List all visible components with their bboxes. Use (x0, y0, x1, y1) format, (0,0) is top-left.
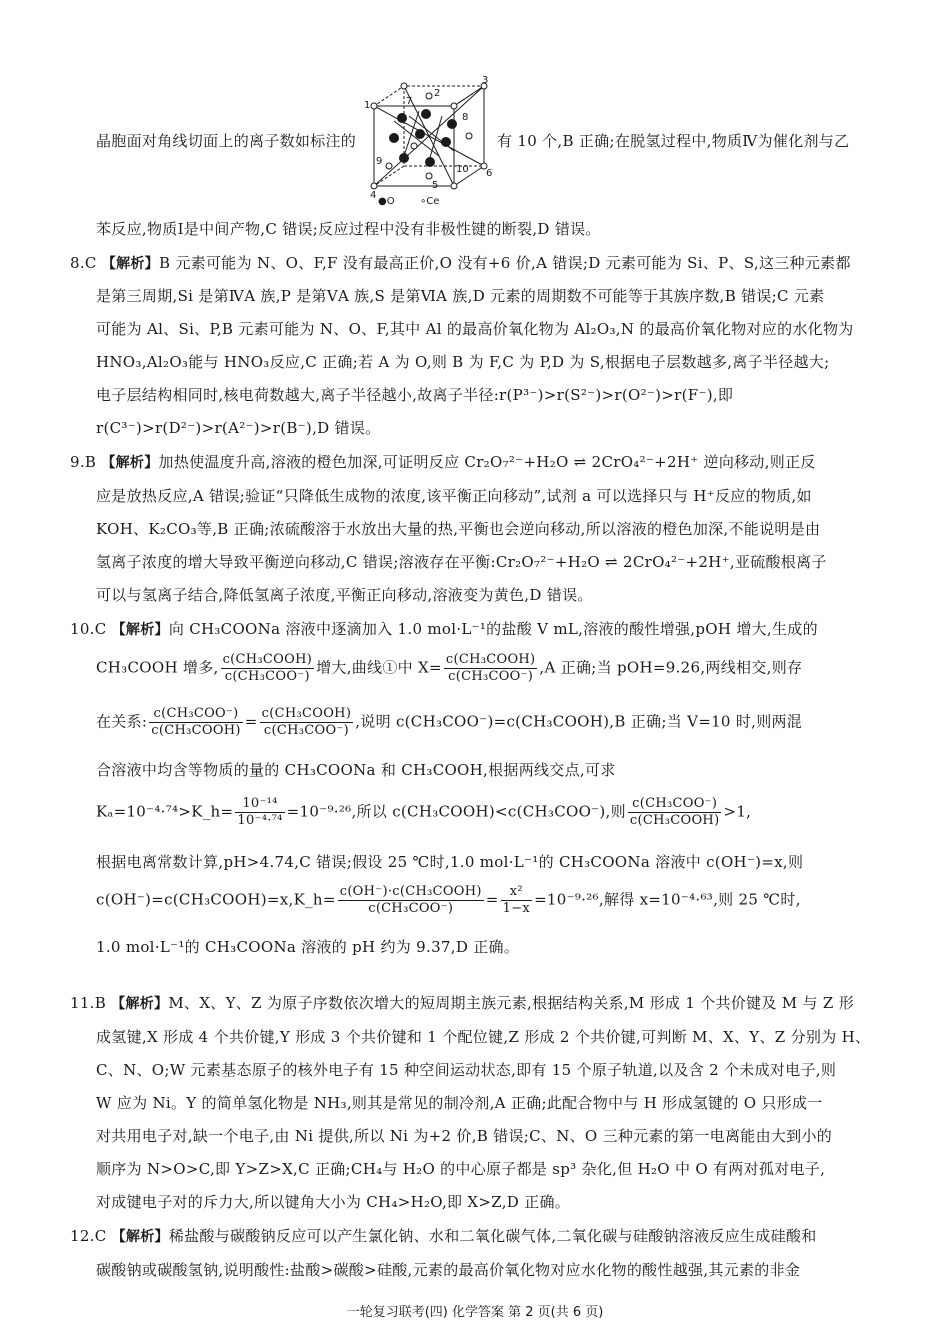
q9-line: 9.B 【解析】加热使温度升高,溶液的橙色加深,可证明反应 Cr₂O₇²⁻+H₂O ⇌ 2CrO₄²⁻+2H⁺ 逆向移动,则正反 (70, 453, 816, 471)
q10-fraction-line: CH₃COOH 增多, $\frac{\text{c(CH₃COOH)}}{\text{c(CH₃COO⁻)}}$ 增大,曲线①中 X= $\frac{\text{c(CH₃COOH)}}{\text{c(CH₃COO⁻)}}$ ,A 正确;当 pOH=9.26,两线相交,则存 (96, 652, 803, 684)
q12-line: 12.C 【解析】稀盐酸与碳酸钠反应可以产生氯化钠、水和二氧化碳气体,二氧化碳与硅酸钠溶液反应生成硅酸和 (70, 1227, 817, 1245)
text-line: 根据电离常数计算,pH>4.74,C 错误;假设 25 ℃时,1.0 mol·L⁻¹的 CH₃COONa 溶液中 c(OH⁻)=x,则 (96, 853, 804, 871)
text-line: 应是放热反应,A 错误;验证“只降低生成物的浓度,该平衡正向移动”,试剂 a 可以选择只与 H⁺反应的物质,如 (96, 487, 812, 505)
text-line: 顺序为 N>O>C,即 Y>Z>X,C 正确;CH₄与 H₂O 的中心原子都是 sp³ 杂化,但 H₂O 中 O 有两对孤对电子, (96, 1160, 826, 1178)
q8-line: 8.C 【解析】B 元素可能为 N、O、F,F 没有最高正价,O 没有+6 价,A 错误;D 元素可能为 Si、P、S,这三种元素都 (70, 254, 851, 272)
fig-label: 7 (406, 96, 413, 107)
fig-label: 6 (486, 168, 493, 179)
fig-label: 9 (376, 156, 383, 167)
fig-legend-o: ●O (378, 196, 395, 206)
q10-line: 10.C 【解析】向 CH₃COONa 溶液中逐滴加入 1.0 mol·L⁻¹的盐酸 V mL,溶液的酸性增强,pOH 增大,生成的 (70, 620, 818, 638)
text-line: 电子层结构相同时,核电荷数越大,离子半径越小,故离子半径:r(P³⁻)>r(S²⁻)>r(O²⁻)>r(F⁻),即 (96, 386, 734, 404)
text-line: 晶胞面对角线切面上的离子数如标注的 (96, 132, 357, 150)
text-line: 对成键电子对的斥力大,所以键角大小为 CH₄>H₂O,即 X>Z,D 正确。 (96, 1193, 571, 1211)
fig-legend-ce: ∘Ce (420, 196, 440, 206)
fig-label: 1 (364, 100, 371, 111)
text-line: 成氢键,X 形成 4 个共价键,Y 形成 3 个共价键和 1 个配位键,Z 形成 2 个共价键,可判断 M、X、Y、Z 分别为 H、 (96, 1028, 871, 1046)
fig-label: 5 (432, 180, 439, 191)
text-line: HNO₃,Al₂O₃能与 HNO₃反应,C 正确;若 A 为 O,则 B 为 F,C 为 P,D 为 S,根据电子层数越多,离子半径越大; (96, 353, 830, 371)
fig-label: 8 (462, 112, 469, 123)
text-line: 碳酸钠或碳酸氢钠,说明酸性:盐酸>碳酸>硅酸,元素的最高价氧化物对应水化物的酸性越强,其元素的非金 (96, 1261, 801, 1279)
page-footer: 一轮复习联考(四) 化学答案 第 2 页(共 6 页) (346, 1305, 604, 1320)
q10-fraction-line: c(OH⁻)=c(CH₃COOH)=x,K_h= $\frac{\text{c(OH⁻)·c(CH₃COOH)}}{\text{c(CH₃COO⁻)}}$ = $\frac{\text{x²}}{1-x}$ =10⁻⁹·²⁶,解得 x=10⁻⁴·⁶³,则 25 ℃时, (96, 884, 801, 916)
text-line: C、N、O;W 元素基态原子的核外电子有 15 种空间运动状态,即有 15 个原子轨道,以及含 2 个未成对电子,则 (96, 1061, 837, 1079)
text-line: 合溶液中均含等物质的量的 CH₃COONa 和 CH₃COOH,根据两线交点,可求 (96, 761, 616, 779)
fig-label: 4 (370, 190, 377, 201)
text-line: 可能为 Al、Si、P,B 元素可能为 N、O、F,其中 Al 的最高价氧化物为 Al₂O₃,N 的最高价氧化物对应的水化物为 (96, 320, 854, 338)
text-line: 对共用电子对,缺一个电子,由 Ni 提供,所以 Ni 为+2 价,B 错误;C、N、O 三种元素的第一电离能由大到小的 (96, 1127, 833, 1145)
text-line: 氢离子浓度的增大导致平衡逆向移动,C 错误;溶液存在平衡:Cr₂O₇²⁻+H₂O ⇌ 2CrO₄²⁻+2H⁺,亚硫酸根离子 (96, 553, 827, 571)
fig-label: 3 (482, 76, 489, 86)
text-line: 苯反应,物质Ⅰ是中间产物,C 错误;反应过程中没有非极性键的断裂,D 错误。 (96, 220, 601, 238)
q10-fraction-line: Kₐ=10⁻⁴·⁷⁴>K_h= $\frac{\text{10⁻¹⁴}}{\text{10⁻⁴·⁷⁴}}$ =10⁻⁹·²⁶,所以 c(CH₃COOH)<c(CH₃COO⁻),则 $\frac{\text{c(CH₃COO⁻)}}{\text{c(CH₃COOH)}}$ >1, (96, 796, 752, 828)
text-line: 可以与氢离子结合,降低氢离子浓度,平衡正向移动,溶液变为黄色,D 错误。 (96, 586, 593, 604)
text-line: r(C³⁻)>r(D²⁻)>r(A²⁻)>r(B⁻),D 错误。 (96, 419, 381, 437)
text-line: KOH、K₂CO₃等,B 正确;浓硫酸溶于水放出大量的热,平衡也会逆向移动,所以溶液的橙色加深,不能说明是由 (96, 520, 821, 538)
text-line: W 应为 Ni。Y 的简单氢化物是 NH₃,则其是常见的制冷剂,A 正确;此配合物中与 H 形成氢键的 O 只形成一 (96, 1094, 823, 1112)
fig-label: 10 (456, 164, 469, 175)
fig-label: 2 (434, 88, 441, 99)
text-line: 1.0 mol·L⁻¹的 CH₃COONa 溶液的 pH 约为 9.37,D 正确。 (96, 938, 520, 956)
text-line: 有 10 个,B 正确;在脱氢过程中,物质Ⅳ为催化剂与乙 (497, 132, 850, 150)
q10-fraction-line: 在关系: $\frac{\text{c(CH₃COO⁻)}}{\text{c(CH₃COOH)}}$ = $\frac{\text{c(CH₃COOH)}}{\text{c(CH₃COO⁻)}}$ ,说明 c(CH₃COO⁻)=c(CH₃COOH),B 正确;当 V=10 时,则两混 (96, 706, 803, 738)
q11-line: 11.B 【解析】M、X、Y、Z 为原子序数依次增大的短周期主族元素,根据结构关系,M 形成 1 个共价键及 M 与 Z 形 (70, 994, 854, 1012)
text-line: 是第三周期,Si 是第ⅣA 族,P 是第ⅤA 族,S 是第ⅥA 族,D 元素的周期数不可能等于其族序数,B 错误;C 元素 (96, 287, 825, 305)
